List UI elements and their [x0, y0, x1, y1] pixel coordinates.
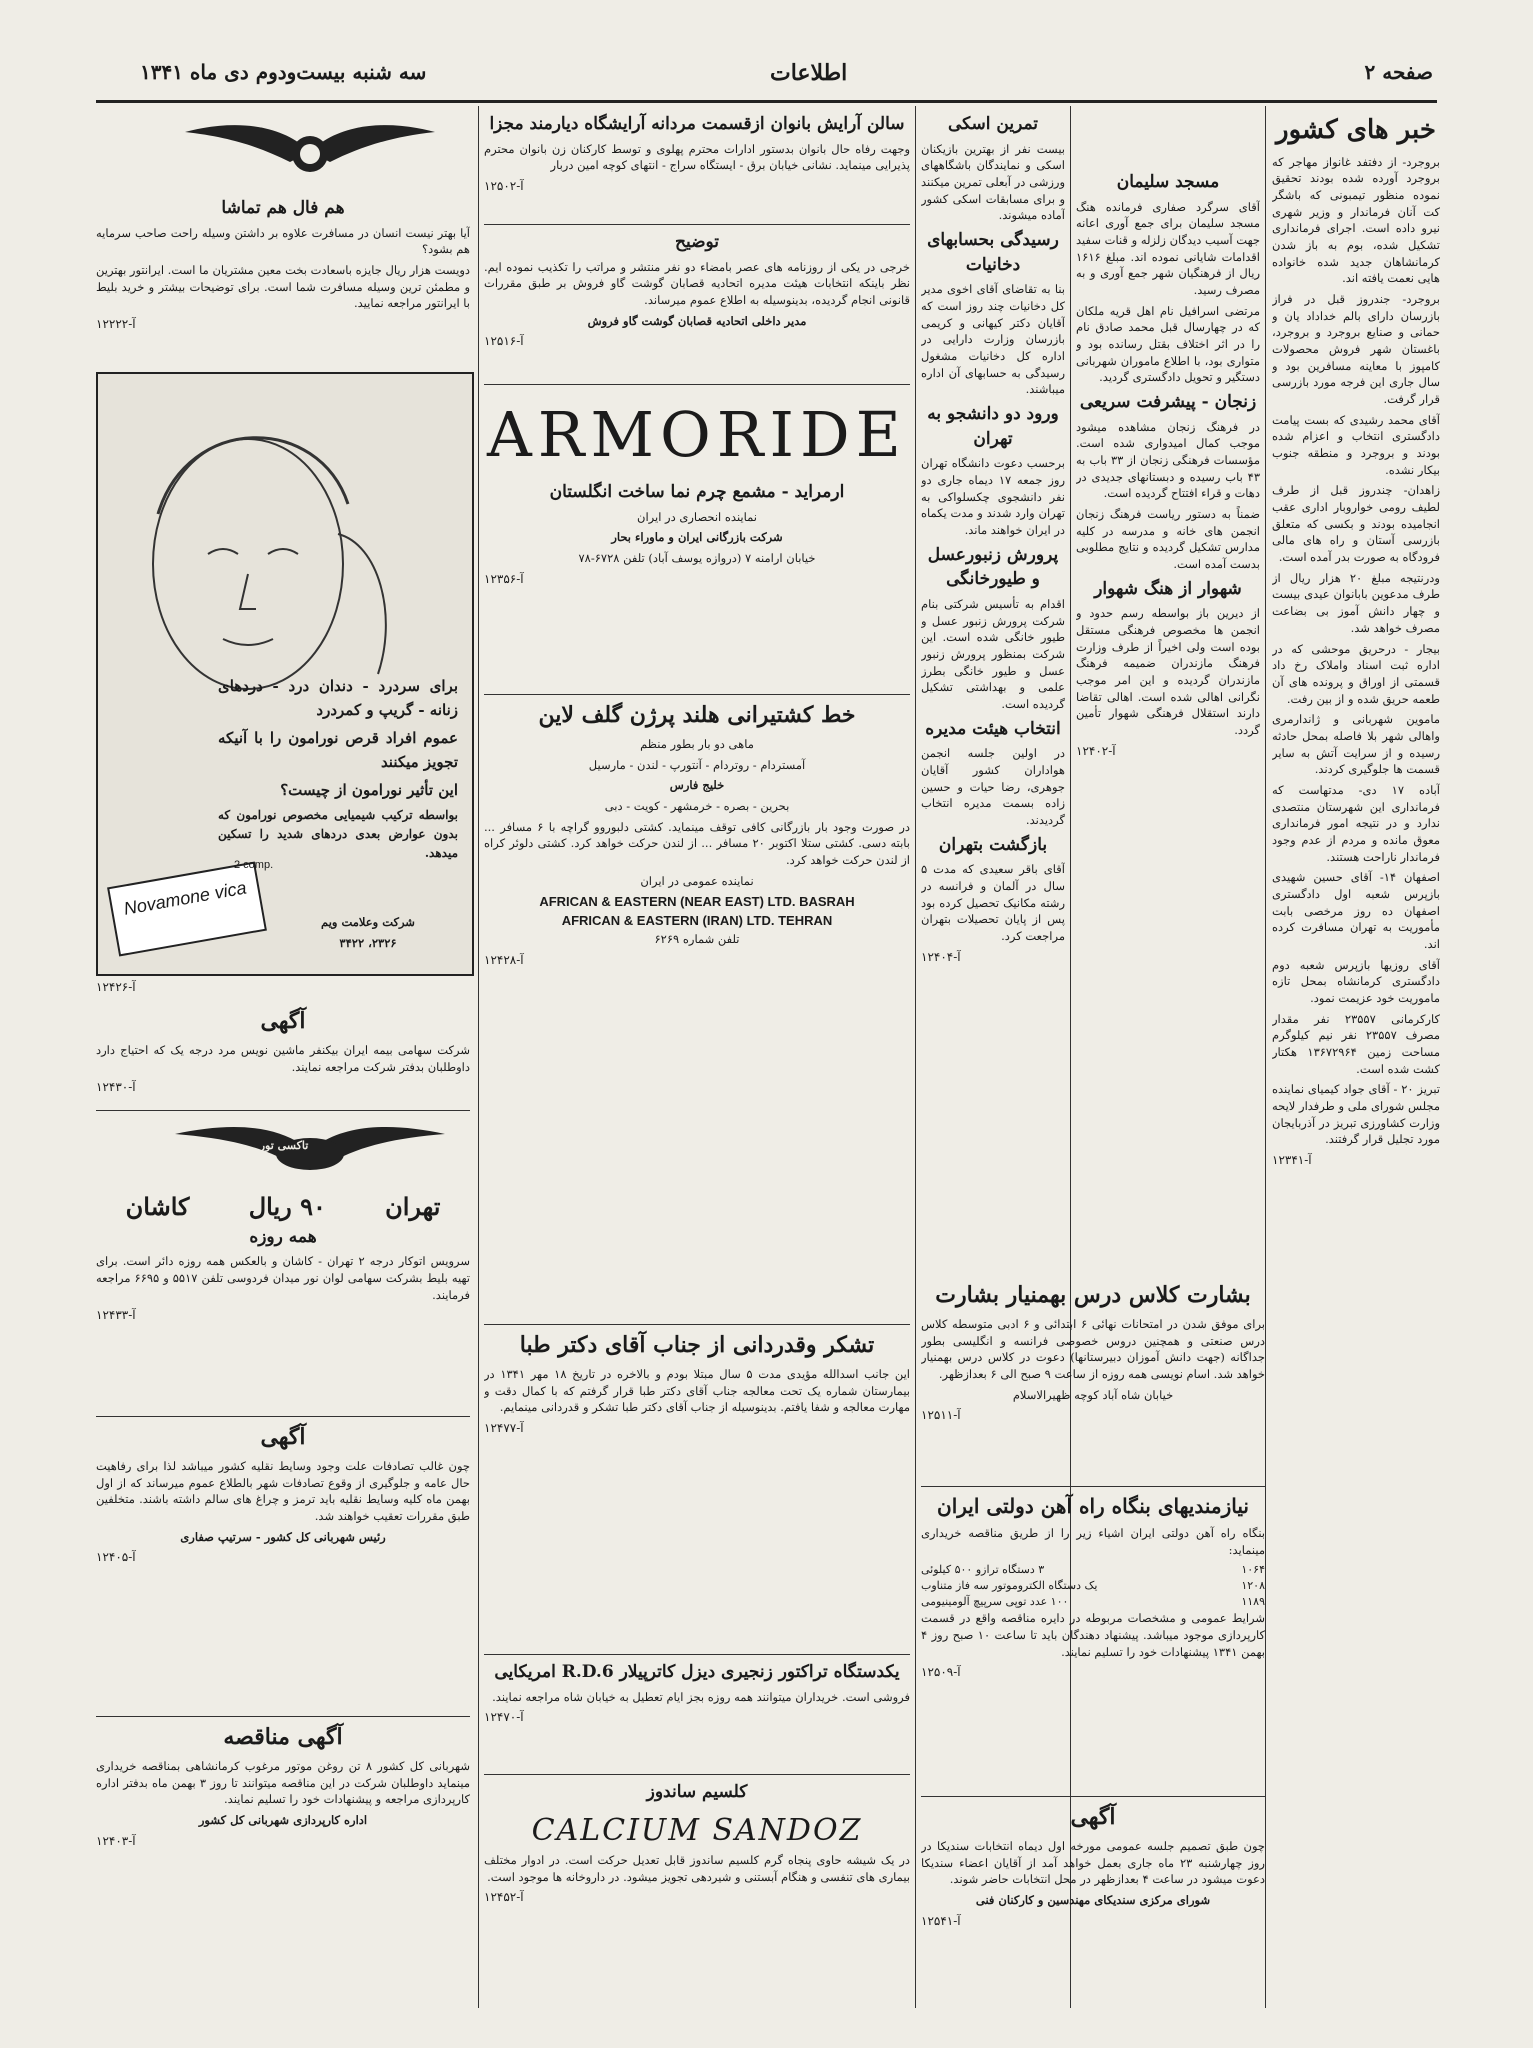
news-headline: رسیدگی بحسابهای دخانیات — [927, 230, 1059, 275]
notice-headline: آگهی — [260, 1424, 306, 1450]
tender-notice — [96, 1722, 470, 2030]
ad-code: آ-۱۲۳۴۱ — [1272, 1152, 1312, 1167]
ad-text: سرویس اتوکار درجه ۲ تهران - کاشان و بالعکس همه روزه دائر است. برای تهیه بلیط بشرکت سهامی لوان نور میدان فردوسی تلفن ۵۵۱۷ و ۶۶۹۵ مراجعه فرمایند. — [96, 1254, 470, 1302]
ad-code: آ-۱۲۴۳۳ — [96, 1308, 136, 1323]
ad-code: آ-۱۲۵۱۱ — [921, 1408, 961, 1423]
route-to: کاشان — [125, 1192, 190, 1221]
table-row — [921, 1594, 1265, 1610]
route-price — [96, 1190, 470, 1225]
ad-address: خیابان شاه آباد کوچه ظهیرالاسلام — [1012, 1387, 1174, 1402]
logo-label: تاکسی تور — [259, 1139, 309, 1152]
calcium-sandoz-ad — [484, 1780, 910, 2030]
ad-code: آ-۱۲۴۰۲ — [1076, 743, 1116, 758]
salon-ad — [484, 112, 910, 220]
newspaper-name: اطلاعات — [770, 60, 848, 86]
news-headline: بازگشت بتهران — [938, 834, 1048, 855]
class-ad — [921, 1280, 1265, 1480]
divider — [484, 1324, 910, 1325]
divider — [484, 384, 910, 385]
notice-headline: آگهی — [1070, 1804, 1116, 1830]
ad-headline: نیازمندیهای بنگاه راه آهن دولتی ایران — [937, 1494, 1249, 1518]
ad-headline: همه روزه — [249, 1226, 317, 1247]
route-price-value: ۹۰ ریال — [248, 1192, 326, 1221]
agent-name-en: AFRICAN & EASTERN (IRAN) LTD. TEHRAN — [561, 913, 833, 929]
ad-headline: خط کشتیرانی هلند پرژن گلف لاین — [538, 702, 856, 728]
ad-company: شرکت وعلامت ویم — [321, 915, 415, 929]
ad-headline: سالن آرایش بانوان ازقسمت مردانه آرایشگاه دیارمند مجزا — [489, 114, 905, 134]
news-paragraph: آقای محمد رشیدی که بست پیامت دادگستری انتخاب و اعزام شده بودند و بروجرد و منطقه جنوب بیکار نشده. — [1272, 412, 1440, 477]
news-paragraph: برحسب دعوت دانشگاه تهران روز جمعه ۱۷ دیماه جاری دو نفر دانشجوی چکسلواکی به تهران وارد شدند و مدت یکماه در ایران خواهند ماند. — [921, 456, 1065, 537]
tractor-ad — [484, 1660, 910, 1770]
column-rule — [1265, 106, 1266, 2008]
agent-name-en: AFRICAN & EASTERN (NEAR EAST) LTD. BASRAH — [539, 894, 855, 910]
news-paragraph: کارکرمانی ۲۳۵۵۷ نفر مقدار مصرف ۲۳۵۵۷ نفر نیم کیلوگرم مساحت زمین ۱۳۶۷۲۹۶۴ هکتار کشت شده است. — [1272, 1011, 1440, 1076]
ad-code-row — [96, 976, 470, 998]
news-paragraph: اقدام به تأسیس شرکتی بنام شرکت پرورش زنبور عسل و طیور خانگی شده است. این شرکت بمنظور پرورش زنبور عسل و طیور خانگی بطرز علمی و بهداشتی تشکیل گردیده است. — [921, 596, 1065, 711]
section-title: خبر های کشور — [1276, 115, 1436, 145]
notice-headline: تشکر وقدردانی از جناب آقای دکتر طبا — [519, 1332, 875, 1358]
notice-text: شرکت سهامی بیمه ایران بیکنفر ماشین نویس مرد درجه یک که احتیاج دارد داوطلبان بدفتر شرکت مراجعه نمایند. — [96, 1042, 470, 1074]
cell-no: ۱۲۰۸ — [1241, 1579, 1265, 1593]
ad-code: آ-۱۲۴۲۸ — [484, 952, 524, 967]
ad-code: آ-۱۲۵۱۶ — [484, 334, 524, 349]
product-caption: 2 comp. — [234, 859, 274, 871]
ad-footer — [278, 914, 458, 964]
issue-date: سه شنبه بیست‌ودوم دی ماه ۱۳۴۱ — [140, 60, 427, 84]
ad-code: آ-۱۲۵۰۲ — [484, 178, 524, 193]
thanks-notice — [484, 1330, 910, 1650]
ad-text: تلفن شماره ۶۲۶۹ — [654, 931, 740, 946]
ad-address: خیابان ارامنه ۷ (دروازه یوسف آباد) تلفن ۶۷۲۸-۷۸ — [578, 550, 816, 565]
notice-text: چون غالب تصادفات علت وجود وسایط نقلیه کشور میباشد لذا برای رفاهیت حال عامه و جلوگیری از وقوع تصادفات شهر بالطلاع عموم میرساند که از اول بهمن ماه کلیه وسایط نقلیه باید ترمز و چراغ های سالم داشته باشند. متخلفین طبق مقررات تعقیب خواهند شد. — [96, 1458, 470, 1523]
news-paragraph: در فرهنگ زنجان مشاهده میشود موجب کمال امیدواری شده است. مؤسسات فرهنگی زنجان از ۳۳ باب به ۴۳ باب رسیده و دبستانهای جدیدی در دهات و قراء افتتاح گردیده است. — [1076, 419, 1260, 501]
ad-headline: کلسیم ساندوز — [646, 1782, 748, 1802]
page-number: صفحه ۲ — [1364, 60, 1433, 84]
ad-text: آیا بهتر نیست انسان در مسافرت علاوه بر داشتن وسیله راحت صاحب سرمایه هم بشود؟ — [96, 225, 470, 257]
ad-headline: یکدستگاه تراکتور زنجیری دیزل کاترپیلار R.D.6 امریکایی — [494, 1662, 900, 1682]
route-from: تهران — [385, 1192, 441, 1221]
divider — [96, 1416, 470, 1417]
divider — [484, 224, 910, 225]
divider — [484, 1654, 910, 1655]
ad-text: وجهت رفاه حال بانوان بدستور ادارات محترم پهلوی و توسط کارکنان زن بانوان محترم پذیرایی مینماید. نشانی خیابان برق - ایستگاه سراج - انتهای کوچه امین دربار — [484, 141, 910, 173]
news-paragraph: مرتضی اسرافیل نام اهل قریه ملکان که در چهارسال قبل محمد صادق نام را در اثر اختلاف بقتل رسانده بود و متواری بود، با اطلاع ماموران شهربانی دستگیر و تحویل دادگستری گردید. — [1076, 303, 1260, 385]
cell-no: ۱۰۶۴ — [1241, 1563, 1265, 1577]
ad-text: در یک شیشه حاوی پنجاه گرم کلسیم ساندوز قابل تعدیل حرکت است. در ادوار مختلف بیماری های تنفسی و هنگام آبستنی و شیردهی تجویز میشود. در داروخانه ها موجود است. — [484, 1853, 910, 1884]
bus-service-ad — [96, 1190, 470, 1410]
news-paragraph: بیست نفر از بهترین بازیکنان اسکی و نمایندگان باشگاههای ورزشی در آبعلی تمرین میکنند و برای مسابقات اسکی کشور آماده میشوند. — [921, 141, 1065, 223]
notice-headline: آگهی مناقصه — [223, 1724, 343, 1750]
ad-code: آ-۱۲۳۵۶ — [484, 571, 524, 586]
ad-phone: ۲۳۲۶، ۳۴۲۲ — [339, 935, 397, 950]
ad-text: برای سردرد - دندان درد - دردهای زنانه - گریپ و کمردرد — [218, 677, 458, 719]
ad-code: آ-۱۲۵۴۱ — [921, 1913, 961, 1928]
divider — [921, 1486, 1265, 1487]
news-paragraph: تبریز ۲۰ - آقای جواد کیمیای نماینده مجلس شورای ملی و طرفدار لایحه وزارت کشاورزی تبریز در آذربایجان مورد تجلیل قرار گرفتند. — [1272, 1082, 1440, 1147]
news-paragraph: اصفهان ۱۴- آقای حسین شهیدی بازپرس شعبه اول دادگستری اصفهان ده روز مرخصی بابت مأموریت به تهران مسافرت کرده اند. — [1272, 870, 1440, 951]
ad-text: نماینده عمومی در ایران — [640, 873, 754, 888]
news-headline: پرورش زنبورعسل و طیورخانگی — [927, 544, 1059, 590]
ad-text: در صورت وجود بار بازرگانی کافی توقف مینماید. کشتی دلبوروو گراچه با ۶ مسافر ... بابته دسی. کشتی ستلا اکتوبر ۲۰ مسافر ... از لندن حرکت خواهد کرد. کشتی دلوئر کراه از لندن حرکت خواهد کرد. — [484, 819, 910, 867]
news-headline: مسجد سلیمان — [1116, 172, 1220, 192]
notice-signature: مدیر داخلی اتحادیه قصابان گوشت گاو فروش — [587, 313, 807, 328]
news-paragraph: آقای روزیها بازپرس شعبه دوم دادگستری کرمانشاه بمحل تازه ماموریت خود عزیمت نمود. — [1272, 957, 1440, 1005]
notice-text: این جانب اسدالله مؤیدی مدت ۵ سال مبتلا بودم و بالاخره در تاریخ ۱۸ مهر ۱۳۴۱ در بیمارستان شماره یک تحت معالجه جناب آقای دکتر طبا قرار گرفتم که با کمال دقت و مهارت معالجه و شفا یافتم. بدینوسیله از جناب آقای دکتر طبا تشکر و قدردانی مینمایم. — [484, 1366, 910, 1415]
ad-text: آمستردام - روتردام - آنتورپ - لندن - مارسیل — [588, 757, 806, 772]
ad-text: خلیج فارس — [669, 778, 725, 793]
notice-headline: آگهی — [260, 1008, 306, 1034]
shipping-line-ad — [484, 700, 910, 1320]
brand-logo: CALCIUM SANDOZ — [531, 1812, 863, 1848]
news-paragraph: از دیرین باز بواسطه رسم حدود و انجمن ها مخصوص فرهنگی مستقل بوده است ولی اخیراً از طرف وزارت فرهنگ مازندران ضمیمه فرهنگ مازندران گردیده و این امر موجب نگرانی اهالی شده است. اهالی تقاضا دارند استقلال فرهنگی شهوار تأمین گردد. — [1076, 606, 1260, 738]
ad-code: آ-۱۲۵۰۹ — [921, 1665, 961, 1680]
clarification-notice — [484, 230, 910, 380]
irantour-ad — [96, 196, 470, 366]
ad-code: آ-۱۲۴۵۲ — [484, 1890, 524, 1905]
news-headline: شهوار از هنگ شهوار — [1094, 578, 1242, 599]
news-paragraph: ماموین شهربانی و ژاندارمری واهالی شهر بلا فاصله بمحل حادثه رسیده و از سرایت آتش به سایر قسمت ها جلوگیری کردند. — [1272, 712, 1440, 777]
ad-code: آ-۱۲۴۰۴ — [921, 949, 961, 964]
ad-text: عموم افراد قرص نورامون را با آنیکه تجویز میکنند — [218, 729, 458, 771]
news-paragraph: آقای سرگرد صفاری فرمانده هنگ مسجد سلیمان برای جمع آوری اعانه جهت آسیب دیدگان زلزله و قنات سفید اقدامات شایانی نموده اند. مبلغ ۱۶۱۶ ریال از فرهنگیان شهر جمع آوری و به مصرف رسید. — [1076, 199, 1260, 297]
ad-headline: هم فال هم تماشا — [221, 198, 345, 218]
national-news-column — [1272, 112, 1440, 2032]
ad-text: این تأثیر نورامون از چیست؟ — [280, 781, 458, 799]
notice-text: چون طبق تصمیم جلسه عمومی مورخه اول دیماه انتخابات سندیکا در روز چهارشنبه ۲۳ ماه جاری بعمل خواهد آمد از آقایان اعضاء سندیکا دعوت میشود در ساعت ۴ بعدازظهر در محل انتخابات حاضر شوند. — [921, 1838, 1265, 1887]
ad-text: فروشی است. خریداران میتوانند همه روزه بجز ایام تعطیل به خیابان شاه مراجعه نمایند. — [492, 1689, 910, 1704]
ad-code: آ-۱۲۴۰۵ — [96, 1550, 136, 1565]
product-name: Novamone vica — [122, 877, 248, 919]
divider — [96, 1716, 470, 1717]
cell-item: ۱۰۰ عدد توپی سرپیچ آلومینیومی — [921, 1595, 1069, 1609]
news-paragraph: ودرنتیجه مبلغ ۲۰ هزار ریال از طرف مدعوین بابانوان عیدی بیست و چهار دانش آموز بی بضاعت مصرف خواهد شد. — [1272, 570, 1440, 635]
ad-text: دویست هزار ریال جایزه باسعادت بخت معین مشتریان ما است. ایرانتور بهترین و مطمئن ترین وسیله مسافرت شما است. برای توضیحات بیشتر و خرید بلیط با ایرانتور مراجعه نمایید. — [96, 262, 470, 311]
table-row — [921, 1578, 1265, 1594]
news-headline: ورود دو دانشجو به تهران — [927, 403, 1059, 449]
ad-text: بواسطه ترکیب شیمیایی مخصوص نورامون که بدون عوارض بعدی دردهای شدید را تسکین میدهد. — [218, 808, 458, 861]
syndicate-notice — [921, 1802, 1265, 2032]
ad-code: آ-۱۲۴۷۷ — [484, 1420, 524, 1435]
divider — [484, 694, 910, 695]
insurance-notice — [96, 1006, 470, 1106]
divider — [921, 1796, 1265, 1797]
news-column-3 — [921, 112, 1065, 1272]
column-rule — [478, 106, 479, 2008]
brand-logo: ARMORIDE — [487, 398, 907, 471]
news-paragraph: بیجار - درحریق موحشی که در اداره ثبت اسناد واملاک رخ داد قسمتی از اوراق و پرونده های آن طعمه حریق شده و از بین رفت. — [1272, 641, 1440, 706]
news-headline: زنجان - پیشرفت سریعی — [1079, 392, 1257, 413]
divider — [484, 1774, 910, 1775]
ad-text: شرایط عمومی و مشخصات مربوطه در دایره مناقصه واقع در قسمت کارپردازی موجود میباشد. پیشنهاد دهندگان باید تا ساعت ۱۰ صبح روز ۴ بهمن ۱۳۴۱ پیشنهادات خود را تسلیم نمایند. — [921, 1611, 1265, 1659]
ad-code: آ-۱۲۴۲۶ — [96, 980, 136, 994]
table-row — [921, 1562, 1265, 1578]
news-paragraph: بروجرد- جندروز قبل در فراز بازرسان دارای بالم خداداد یان و حمانی و صنایع بروجرد و بروجرد، باغستان شهر فروش محصولات کامپوز با معاینه مسافرین بود و سال جاری این فرجه مورد بازرسی قرار گرفت. — [1272, 292, 1440, 407]
armoride-ad — [484, 390, 910, 690]
notice-signature: رئیس شهربانی کل کشور - سرتیپ صفاری — [180, 1529, 386, 1544]
news-paragraph: بنا به تقاضای آقای اخوی مدیر کل دخانیات چند روز است که آقایان دکتر کیهانی و کریمی بازرسان وزارت دارایی در اداره کل دخانیات مشغول رسیدگی به حسابهای آن اداره میباشند. — [921, 282, 1065, 397]
header-rule — [96, 100, 1437, 103]
news-paragraph: آباده ۱۷ دی- مدتهاست که فرمانداری این شهرستان منتصدی ندارد و در نتیجه امور فرمانداری معوق مانده و مردم از عدم وجود فرماندار ناراحت هستند. — [1272, 782, 1440, 864]
notice-signature: اداره کارپردازی شهربانی کل کشور — [198, 1812, 368, 1827]
notice-headline: توضیح — [674, 232, 720, 252]
ad-text: بنگاه راه آهن دولتی ایران اشیاء زیر را از طریق مناقصه خریداری مینماید: — [921, 1526, 1265, 1557]
cell-item: یک دستگاه الکتروموتور سه فاز متناوب — [921, 1579, 1098, 1593]
news-paragraph: زاهدان- چندروز قبل از طرف لطیف رومی خواروبار اداری عقب انجامیده بودند و بکسی که متعلق بازرسی آستان و راه های مالی فرودگاه به صورت بدر آمده است. — [1272, 483, 1440, 565]
ad-text: برای موفق شدن در امتحانات نهائی ۶ ابتدائی و ۶ ادبی متوسطه کلاس درس صنعتی و همچنین دروس خصوصی فرانسه و انگلیسی بطور جداگانه (جهت دانش آموزان دبیرستانها) دعوت در کلاس درس بهمنیار خواهد شد. اسام نویسی همه روزه از ساعت ۹ صبح الی ۶ بعدازظهر. — [921, 1316, 1265, 1381]
divider — [96, 1110, 470, 1111]
ad-copy — [218, 674, 458, 874]
news-headline: تمرین اسکی — [947, 114, 1039, 134]
ad-text: شرکت بازرگانی ایران و ماوراء بحار — [611, 530, 783, 545]
ad-text: ماهی دو بار بطور منظم — [640, 736, 754, 751]
ad-text: بحرین - بصره - خرمشهر - کویت - دبی — [604, 798, 790, 813]
ad-code: آ-۱۲۴۰۳ — [96, 1833, 136, 1848]
police-notice — [96, 1422, 470, 1712]
notice-text: شهربانی کل کشور ۸ تن روغن موتور مرغوب کرمانشاهی بمناقصه خریداری مینماید داوطلبان شرکت در این مناقصه میتوانند تا روز ۳ بهمن ماه بدفتر اداره کارپردازی مراجعه و پیشنهادات خود را تسلیم نمایند. — [96, 1758, 470, 1807]
column-rule — [915, 106, 916, 2008]
ad-headline: بشارت کلاس درس بهمنیار بشارت — [935, 1282, 1251, 1308]
ad-code: آ-۱۲۲۲۲ — [96, 317, 136, 331]
news-paragraph: ضمناً به دستور ریاست فرهنگ زنجان انجمن های خانه و مدرسه در کلیه مدارس تشکیل گردیده و نتایج مطلوبی بدست آمده است. — [1076, 507, 1260, 572]
news-column-2 — [1076, 170, 1260, 1250]
cell-no: ۱۱۸۹ — [1241, 1595, 1265, 1609]
railway-tender-ad — [921, 1492, 1265, 1790]
airline-wings-logo — [180, 112, 440, 192]
notice-text: خرجی در یکی از روزنامه های عصر بامضاء دو نفر منتشر و مراتب را تکذیب نموده ایم. نظر باینکه انتخابات هیئت مدیره اتحادیه قصابان گوشت گاو فروش بر طبق مقررات قانونی انجام گردیده، بدینوسیله به اطلاع عموم میرساند. — [484, 259, 910, 307]
cell-item: ۳ دستگاه ترازو ۵۰۰ کیلوئی — [921, 1563, 1045, 1577]
news-paragraph: آقای باقر سعیدی که مدت ۵ سال در آلمان و فرانسه در رشته مکانیک تحصیل کرده بود پس از پایان تحصیلات بتهران مراجعت کرد. — [921, 862, 1065, 943]
news-paragraph: بروجرد- از دفتفد غانواز مهاجر که بروجرد آورده شده بودند تحقیق نموده منظور تیمبونی که باشگر کت آنان فرماندار و وزیر شهری نیرو داده است. اجرای فرمانداری تشکیل شده، بوم به باز شدن کرمانشاهان جدید شده خانواده هایی نعمت یافته اند. — [1272, 154, 1440, 286]
ad-code: آ-۱۲۴۳۰ — [96, 1080, 136, 1095]
ad-code: آ-۱۲۴۷۰ — [484, 1710, 524, 1725]
ad-headline: ارمراید - مشمع چرم نما ساخت انگلستان — [549, 481, 845, 502]
ad-text: نماینده انحصاری در ایران — [637, 509, 757, 524]
news-headline: انتخاب هیئت مدیره — [925, 718, 1061, 739]
novamone-ad — [96, 372, 474, 976]
notice-signature: شورای مرکزی سندیکای مهندسین و کارکنان فنی — [975, 1892, 1211, 1907]
news-paragraph: در اولین جلسه انجمن هواداران کشور آقایان جوهری، رضا حیات و حسین زاده بسمت مدیره انتخاب گردیدند. — [921, 746, 1065, 827]
